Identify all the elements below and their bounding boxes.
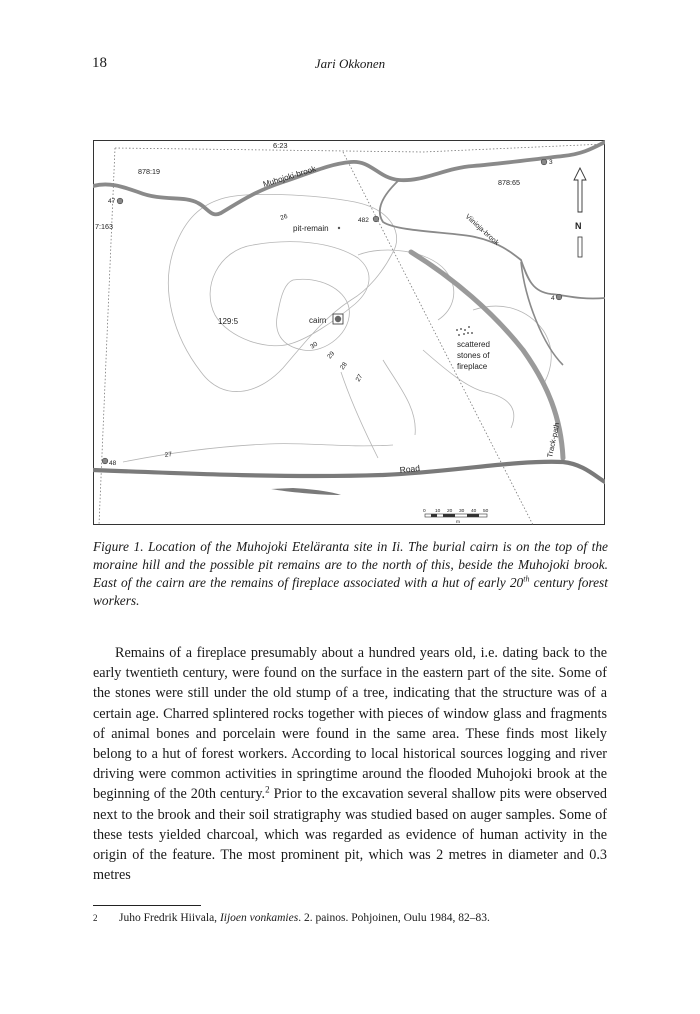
footnote-reference[interactable]: 2 [265, 784, 270, 795]
label-north: N [575, 221, 582, 231]
markers [102, 159, 562, 464]
figure-caption [93, 538, 608, 610]
label-contour-28: 28 [338, 361, 349, 372]
label-road: Road [399, 462, 421, 475]
caption-text-end: century forest workers. [93, 575, 608, 608]
body-text-end: Prior to the excavation several shallow pits were observed next to the brook and their soil stratigraphy was studied based on auger samples. Some of these tests yielded charcoal, which was regarded as evidence of human activity in the origin of the feature. The most prominent pit, which was 2 metres in diameter and 0.3 metres [93, 786, 607, 884]
label-lot-7-163: 7:163 [95, 222, 113, 231]
north-arrow-icon [574, 168, 586, 257]
label-contour-29: 29 [326, 350, 337, 361]
label-track-path: Track-path [545, 421, 562, 459]
footnote [93, 911, 607, 926]
body-text: Remains of a fireplace presumably about a hundred years old, i.e. dating back to the early twentieth century, were found on the surface in the eastern part of the site. Some of the stones were still under the old stump of a tree, indicating that the structure was of a certain age. Charred splintered rocks together with pieces of window glass and fragments of animal bones and porcelain were found in the same area. These finds most likely belong to a hut of forest workers. According to local historical sources logging and river driving were common activities in springtime around the flooded Muhojoki brook at the beginning of the 20th century. [93, 645, 607, 803]
marker-3-point [541, 159, 547, 165]
footnote-rule [93, 905, 201, 906]
scale-label-10: 10 [435, 509, 441, 514]
label-lot-878-19: 878:19 [138, 167, 160, 176]
road [93, 462, 605, 482]
label-marker-482: 482 [358, 217, 369, 224]
marker-482-point [373, 216, 379, 222]
label-contour-26: 26 [279, 213, 289, 222]
page-number: 18 [92, 55, 107, 71]
site-map [93, 140, 605, 525]
label-marker-48: 48 [109, 460, 117, 467]
label-marker-47: 47 [108, 198, 116, 205]
label-scattered: scattered [457, 340, 490, 349]
label-stones-of: stones of [457, 351, 490, 360]
marker-48-point [102, 458, 108, 464]
scale-label-20: 20 [447, 509, 453, 514]
marker-47-point [117, 198, 123, 204]
stone-symbols [456, 326, 473, 336]
label-pit-remain: pit-remain [293, 224, 329, 233]
label-lot-129-5: 129:5 [218, 317, 239, 326]
label-cairn: cairn [309, 316, 327, 325]
running-head: Jari Okkonen [314, 56, 386, 71]
label-marker-4: 4 [551, 295, 555, 302]
road-widening [271, 488, 341, 495]
scale-bar-icon [425, 514, 487, 517]
label-contour-30: 30 [309, 340, 320, 351]
label-viinioja-brook: Viinioja-brook [463, 213, 500, 247]
body-paragraph [93, 643, 607, 885]
scale-label-30: 30 [459, 509, 465, 514]
label-lot-6-23: 6:23 [273, 141, 288, 150]
footnote-title: Iijoen vonkamies [219, 912, 299, 924]
label-muhojoki-brook: Muhojoki-brook [261, 164, 317, 189]
footnote-author: Juho Fredrik Hiivala, [119, 912, 220, 924]
scale-label-40: 40 [471, 509, 477, 514]
scale-label-50: 50 [483, 509, 489, 514]
pit-symbol [338, 227, 340, 229]
muhojoki-brook [93, 142, 605, 214]
label-fireplace: fireplace [457, 362, 488, 371]
label-contour-27-b: 27 [164, 451, 173, 459]
footnote-mark: 2 [93, 913, 98, 923]
footnote-rest: . 2. painos. Pohjoinen, Oulu 1984, 82–83. [298, 912, 490, 924]
scale-label-unit: m [456, 520, 460, 525]
label-contour-27-a: 27 [354, 373, 365, 383]
label-marker-3: 3 [549, 159, 553, 166]
label-lot-878-65: 878:65 [498, 178, 520, 187]
caption-superscript: th [523, 574, 530, 584]
scale-label-0: 0 [423, 509, 426, 514]
marker-4-point [556, 294, 562, 300]
caption-text: Figure 1. Location of the Muhojoki Eteläranta site in Ii. The burial cairn is on the top of the moraine hill and the possible pit remains are to the north of this, beside the Muhojoki brook. East of the cairn are the remains of fireplace associated with a hut of early 20 [93, 539, 608, 590]
